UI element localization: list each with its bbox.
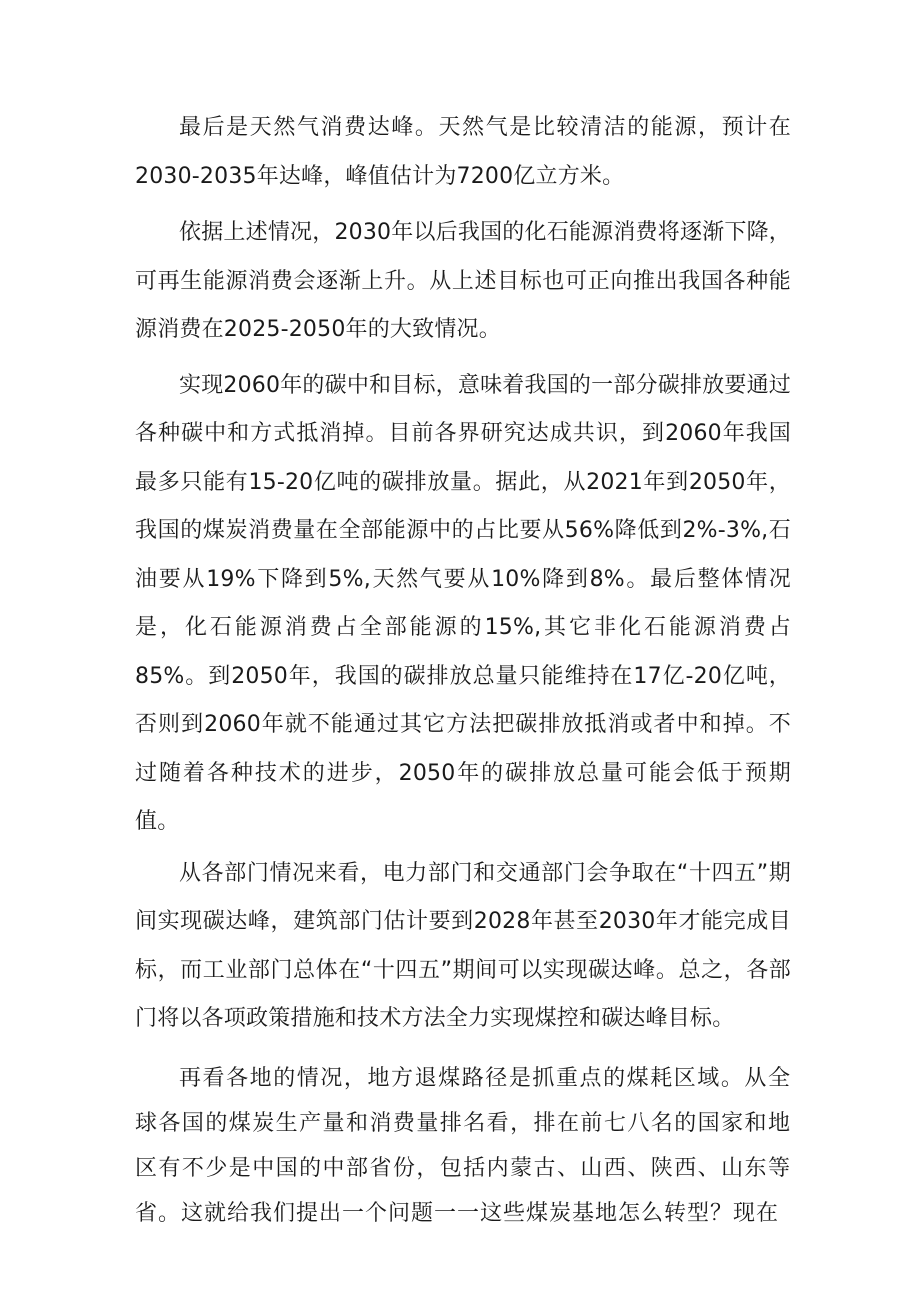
paragraph-natural-gas-peak: 最后是天然气消费达峰。天然气是比较清洁的能源，预计在2030-2035年达峰，峰值估计为7200亿立方米。 (135, 115, 791, 189)
paragraph-carbon-neutrality-2060: 实现2060年的碳中和目标，意味着我国的一部分碳排放要通过各种碳中和方式抵消掉。目前各界研究达成共识，到2060年我国最多只能有15-20亿吨的碳排放量。据此，从2021年到2050年，我国的煤炭消费量在全部能源中的占比要从56%降低到2%-3%,石油要从19%下降到5%,天然气要从10%降到8%。最后整体情况是，化石能源消费占全部能源的15%,其它非化石能源消费占85%。到2050年，我国的碳排放总量只能维持在17亿-20亿吨，否则到2060年就不能通过其它方法把碳排放抵消或者中和掉。不过随着各种技术的进步，2050年的碳排放总量可能会低于预期值。 (135, 372, 791, 834)
paragraph-sector-peaks: 从各部门情况来看，电力部门和交通部门会争取在“十四五”期间实现碳达峰，建筑部门估计要到2028年甚至2030年才能完成目标，而工业部门总体在“十四五”期间可以实现碳达峰。总之，各部门将以各项政策措施和技术方法全力实现煤控和碳达峰目标。 (135, 860, 791, 1031)
document-body (135, 104, 791, 1236)
paragraph-regional-coal-exit: 再看各地的情况，地方退煤路径是抓重点的煤耗区域。从全球各国的煤炭生产量和消费量排名看，排在前七八名的国家和地区有不少是中国的中部省份，包括内蒙古、山西、陕西、山东等省。这就给我们提出一个问题一一这些煤炭基地怎么转型？现在 (135, 1065, 791, 1226)
paragraph-energy-trend: 依据上述情况，2030年以后我国的化石能源消费将逐渐下降，可再生能源消费会逐渐上升。从上述目标也可正向推出我国各种能源消费在2025-2050年的大致情况。 (135, 220, 791, 342)
